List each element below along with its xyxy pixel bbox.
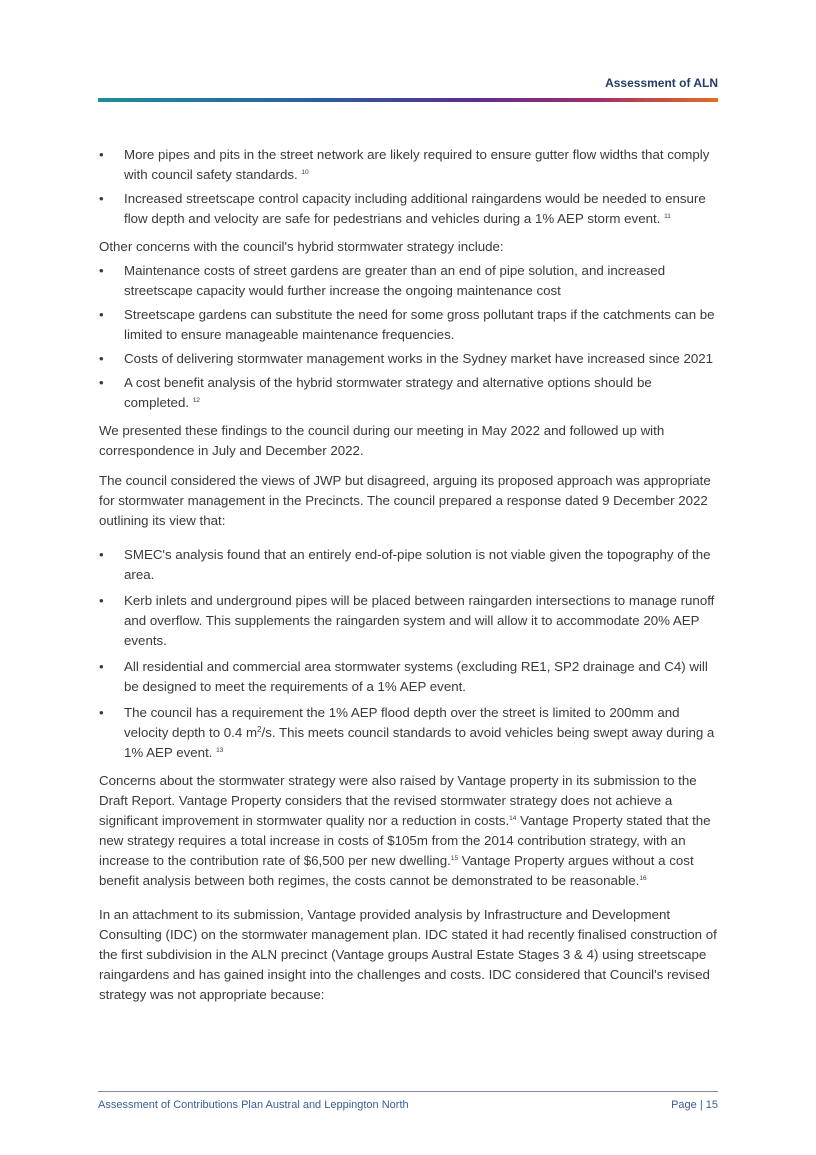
bullet-icon: • xyxy=(99,263,104,278)
paragraph xyxy=(99,771,719,891)
bullet-list-2 xyxy=(99,261,719,413)
bullet-icon: • xyxy=(99,351,104,366)
bullet-icon: • xyxy=(99,593,104,608)
list-item xyxy=(99,349,719,369)
footer-rule xyxy=(98,1091,718,1092)
bullet-icon: • xyxy=(99,705,104,720)
paragraph-text: Vantage Property stated that the new strategy requires a total increase in costs of $105m from the 2014 contribution strategy, with an increase to the contribution rate of $6,500 per new dwelling. xyxy=(99,813,711,868)
list-item xyxy=(99,591,719,651)
header-gradient-rule xyxy=(98,98,718,102)
footnote-ref[interactable]: 10 xyxy=(301,169,309,176)
bullet-list-3 xyxy=(99,545,719,763)
list-item xyxy=(99,261,719,301)
footnote-ref[interactable]: 15 xyxy=(450,855,459,862)
list-item-text: Kerb inlets and underground pipes will be placed between raingarden intersections to manage runoff and overflow. This supplements the raingarden system and will allow it to accommodate 20% AEP events. xyxy=(124,593,715,648)
paragraph: In an attachment to its submission, Vantage provided analysis by Infrastructure and Development Consulting (IDC) on the stormwater management plan. IDC stated it had recently finalised construction of the first subdivision in the ALN precinct (Vantage groups Austral Estate Stages 3 & 4) using streetscape raingardens and has gained insight into the challenges and costs. IDC considered that Council's revised strategy was not appropriate because: xyxy=(99,907,717,1002)
list-item xyxy=(99,189,719,229)
bullet-icon: • xyxy=(99,659,104,674)
footnote-ref[interactable]: 11 xyxy=(664,213,671,220)
page-number: Page | 15 xyxy=(671,1099,718,1111)
list-item-text: Streetscape gardens can substitute the need for some gross pollutant traps if the catchments can be limited to ensure manageable maintenance frequencies. xyxy=(124,307,715,342)
list-item xyxy=(99,545,719,585)
footnote-ref[interactable]: 12 xyxy=(192,397,200,404)
list-item-text: The council has a requirement the 1% AEP flood depth over the street is limited to 200mm and velocity depth to 0.4 m xyxy=(124,705,680,740)
footer-document-title: Assessment of Contributions Plan Austral and Leppington North xyxy=(98,1099,409,1111)
footnote-ref[interactable]: 14 xyxy=(509,815,517,822)
list-item xyxy=(99,657,719,697)
list-item-text: More pipes and pits in the street network are likely required to ensure gutter flow widths that comply with council safety standards. xyxy=(124,147,710,182)
list-item xyxy=(99,703,719,763)
paragraph-text: Vantage Property argues without a cost benefit analysis between both regimes, the costs cannot be demonstrated to be reasonable. xyxy=(99,853,694,888)
bullet-icon: • xyxy=(99,547,104,562)
list-item xyxy=(99,145,719,185)
header-title: Assessment of ALN xyxy=(605,76,718,90)
list-item-text: All residential and commercial area stormwater systems (excluding RE1, SP2 drainage and C4) will be designed to meet the requirements of a 1% AEP event. xyxy=(124,659,708,694)
list-item-text: SMEC's analysis found that an entirely end-of-pipe solution is not viable given the topography of the area. xyxy=(124,547,711,582)
paragraph: Other concerns with the council's hybrid stormwater strategy include: xyxy=(99,239,504,254)
bullet-icon: • xyxy=(99,307,104,322)
page-body xyxy=(99,145,719,1015)
unit-superscript: 2 xyxy=(257,725,262,734)
list-item-text: Increased streetscape control capacity including additional raingardens would be needed to ensure flow depth and velocity are safe for pedestrians and vehicles during a 1% AEP storm event. xyxy=(124,191,706,226)
list-item-text: Maintenance costs of street gardens are greater than an end of pipe solution, and increased streetscape capacity would further increase the ongoing maintenance cost xyxy=(124,263,666,298)
list-item xyxy=(99,305,719,345)
list-item-text: Costs of delivering stormwater management works in the Sydney market have increased since 2021 xyxy=(124,351,714,366)
paragraph: We presented these findings to the council during our meeting in May 2022 and followed up with correspondence in July and December 2022. xyxy=(99,423,665,458)
bullet-icon: • xyxy=(99,191,104,206)
paragraph-text: Concerns about the stormwater strategy were also raised by Vantage property in its submission to the Draft Report. Vantage Property considers that the revised stormwater strategy does not achieve a significant improvement in stormwater quality nor a reduction in costs. xyxy=(99,773,697,828)
paragraph: The council considered the views of JWP but disagreed, arguing its proposed approach was appropriate for stormwater management in the Precincts. The council prepared a response dated 9 December 2022 outlining its view that: xyxy=(99,473,711,528)
footnote-ref[interactable]: 13 xyxy=(216,747,224,754)
bullet-list-1 xyxy=(99,145,719,229)
bullet-icon: • xyxy=(99,147,104,162)
list-item-text: A cost benefit analysis of the hybrid stormwater strategy and alternative options should be completed. xyxy=(124,375,652,410)
bullet-icon: • xyxy=(99,375,104,390)
list-item-text: /s. This meets council standards to avoid vehicles being swept away during a 1% AEP event. xyxy=(124,725,715,760)
footnote-ref[interactable]: 16 xyxy=(639,875,647,882)
list-item xyxy=(99,373,719,413)
